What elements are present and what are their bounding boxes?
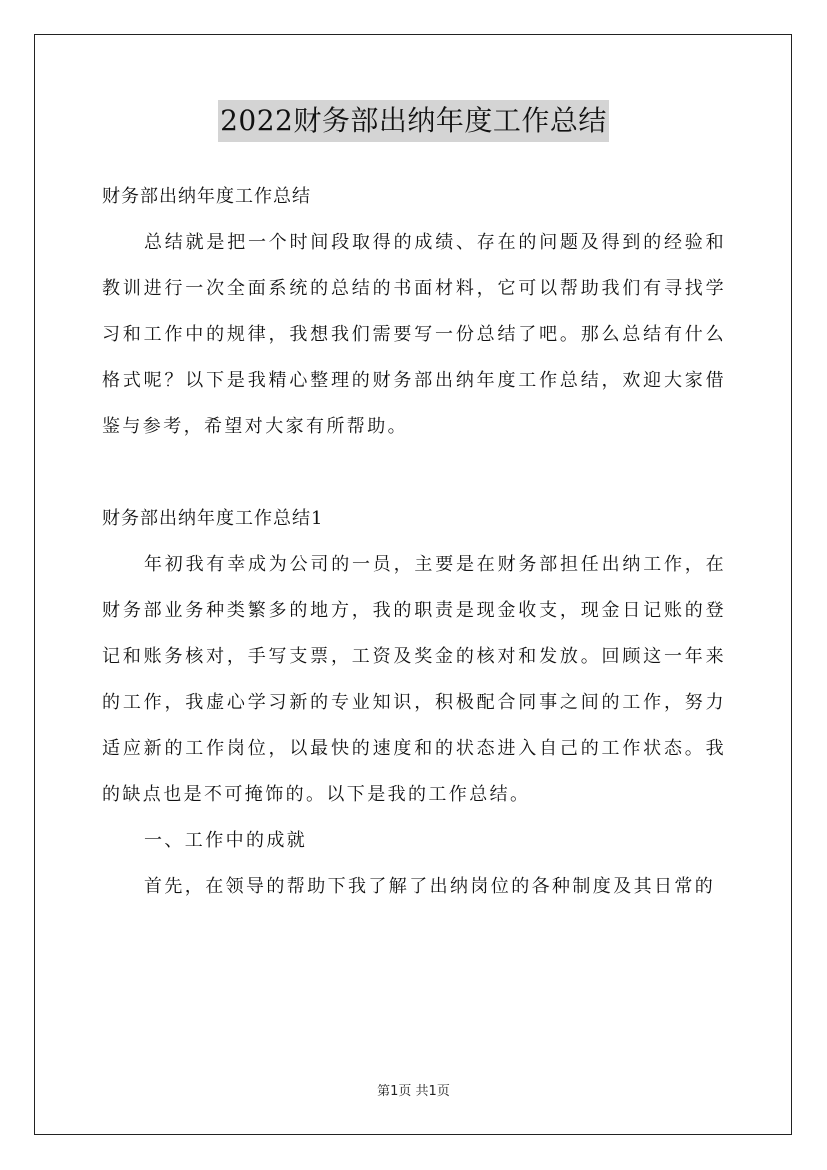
title-container xyxy=(0,100,827,142)
document-title: 2022财务部出纳年度工作总结 xyxy=(218,100,609,142)
paragraph-spacer xyxy=(102,450,726,496)
document-body xyxy=(102,174,726,910)
document-subtitle: 财务部出纳年度工作总结 xyxy=(102,186,311,207)
section-1-paragraph-2: 首先，在领导的帮助下我了解了出纳岗位的各种制度及其日常的 xyxy=(144,876,716,897)
intro-paragraph: 总结就是把一个时间段取得的成绩、存在的问题及得到的经验和教训进行一次全面系统的总结的书面材料，它可以帮助我们有寻找学习和工作中的规律，我想我们需要写一份总结了吧。那么总结有什么格式呢？以下是我精心整理的财务部出纳年度工作总结，欢迎大家借鉴与参考，希望对大家有所帮助。 xyxy=(102,232,726,437)
page-footer: 第1页 共1页 xyxy=(377,1084,450,1099)
section-1-paragraph: 年初我有幸成为公司的一员，主要是在财务部担任出纳工作，在财务部业务种类繁多的地方，我的职责是现金收支，现金日记账的登记和账务核对，手写支票，工资及奖金的核对和发放。回顾这一年来的工作，我虚心学习新的专业知识，积极配合同事之间的工作，努力适应新的工作岗位，以最快的速度和的状态进入自己的工作状态。我的缺点也是不可掩饰的。以下是我的工作总结。 xyxy=(102,554,726,805)
subheading-achievements: 一、工作中的成就 xyxy=(144,830,308,851)
section-heading-1: 财务部出纳年度工作总结1 xyxy=(102,508,324,529)
